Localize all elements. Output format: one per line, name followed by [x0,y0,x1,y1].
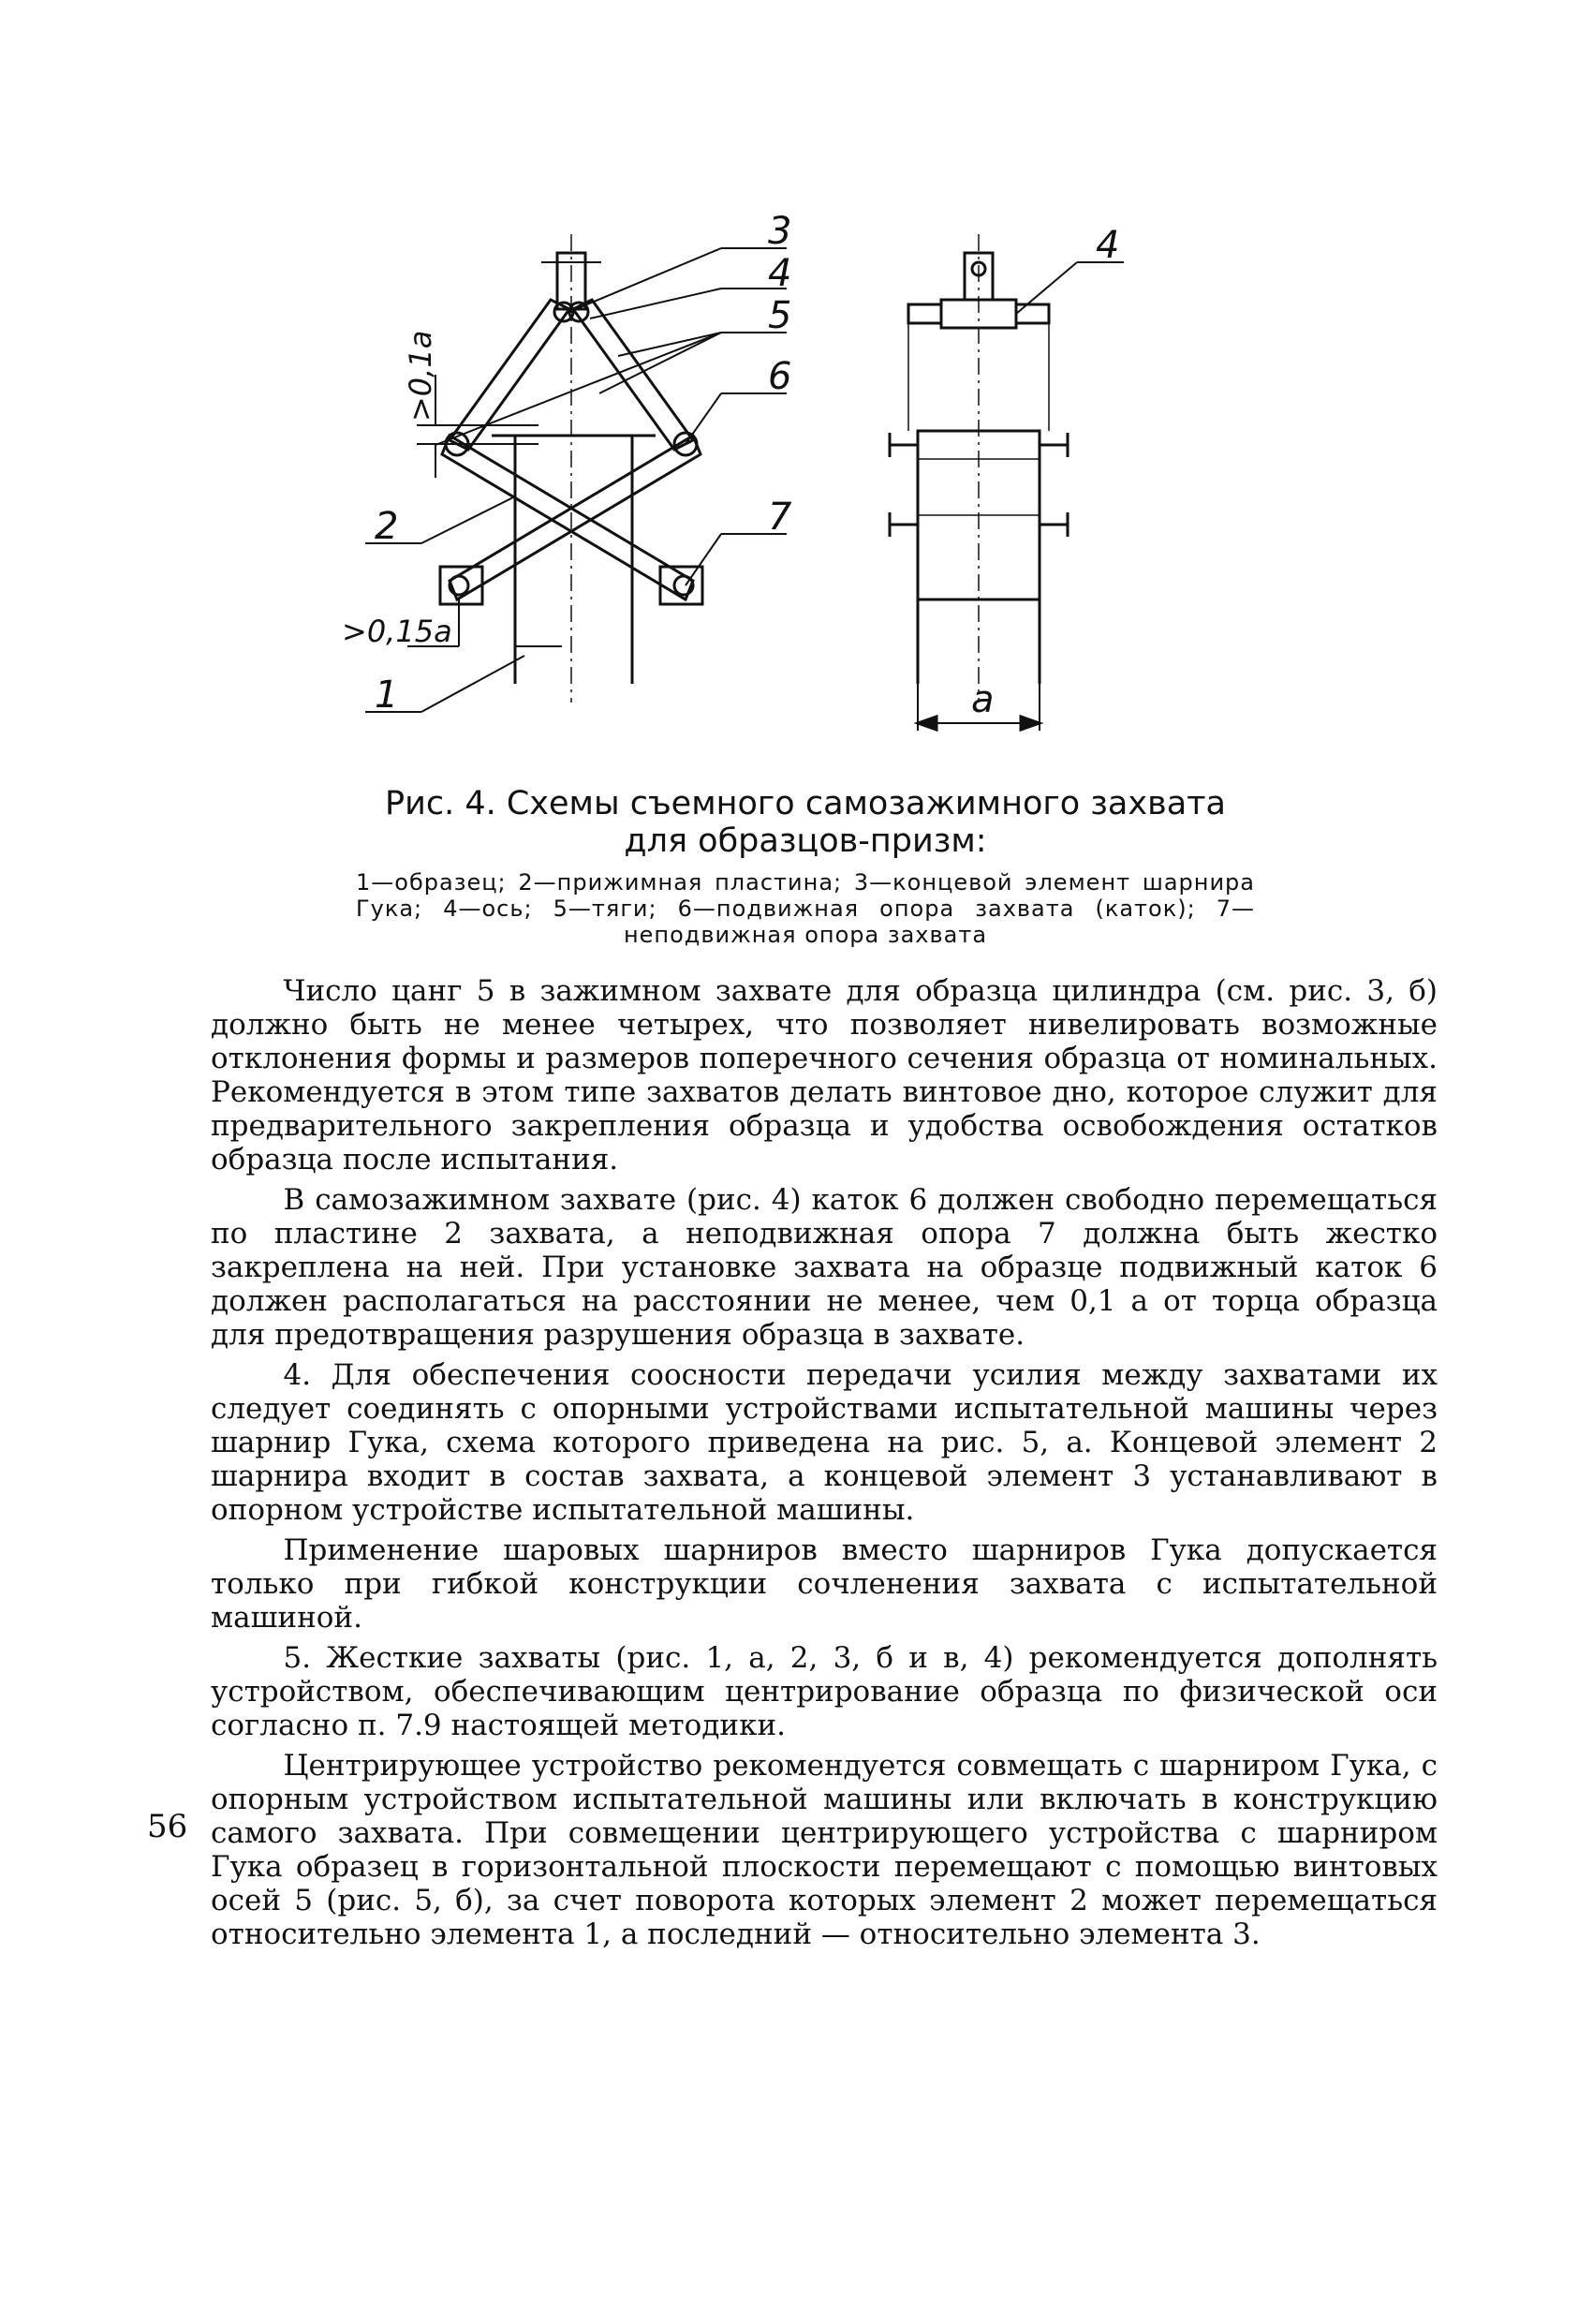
label-4: 4 [768,252,792,295]
body-text [211,974,1438,1958]
label-4-right: 4 [1096,224,1120,267]
grip-diagram [318,141,1199,787]
figure-caption-title: Рис. 4. Схемы съемного самозажимного захвата для образцов-призм: [384,785,1226,860]
paragraph: В самозажимном захвате (рис. 4) каток 6 должен свободно перемещаться по пластине 2 захвата, а неподвижная опора 7 должна быть жестко закреплена на ней. При установке захвата на образце подвижный каток 6 должен располагаться на расстоянии не менее, чем 0,1 a от торца образца для предотвращения разрушения образца в захвате. [211,1183,1438,1352]
dimension-015a: >0,15a [342,614,452,649]
label-5: 5 [768,294,792,337]
label-3: 3 [768,210,792,253]
paragraph: 4. Для обеспечения соосности передачи усилия между захватами их следует соединять с опорными устройствами испытательной машины через шарнир Гука, схема которого приведена на рис. 5, а. Концевой элемент 2 шарнира входит в состав захвата, а концевой элемент 3 устанавливают в опорном устройстве испытательной машины. [211,1358,1438,1527]
paragraph: 5. Жесткие захваты (рис. 1, а, 2, 3, б и в, 4) рекомендуется дополнять устройством, обеспечивающим центрирование образца по физической оси согласно п. 7.9 настоящей методики. [211,1641,1438,1742]
paragraph: Центрирующее устройство рекомендуется совмещать с шарниром Гука, с опорным устройством испытательной машины или включать в конструкцию самого захвата. При совмещении центрирующего устройства с шарниром Гука образец в горизонтальной плоскости перемещают с помощью винтовых осей 5 (рис. 5, б), за счет поворота которых элемент 2 может перемещаться относительно элемента 1, а последний — относительно элемента 3. [211,1749,1438,1951]
label-7: 7 [768,496,792,539]
label-2: 2 [375,505,399,548]
dimension-a: a [971,678,995,721]
dimension-01a: >0,1a [403,330,438,422]
label-1: 1 [375,674,399,717]
paragraph: Число цанг 5 в зажимном захвате для образца цилиндра (см. рис. 3, б) должно быть не менее четырех, что позволяет нивелировать возможные отклонения формы и размеров поперечного сечения образца от номинальных. Рекомендуется в этом типе захватов делать винтовое дно, которое служит для предварительного закрепления образца и удобства освобождения остатков образца после испытания. [211,974,1438,1177]
label-6: 6 [768,355,792,398]
figure-4 [318,141,1199,787]
figure-caption-legend: 1—образец; 2—прижимная пластина; 3—концевой элемент шарнира Гука; 4—ось; 5—тяги; 6—подвижная опора захвата (каток); 7—неподвижная опора захвата [356,869,1255,948]
paragraph: Применение шаровых шарниров вместо шарниров Гука допускается только при гибкой конструкции сочленения захвата с испытательной машиной. [211,1533,1438,1635]
page-number: 56 [147,1808,188,1845]
